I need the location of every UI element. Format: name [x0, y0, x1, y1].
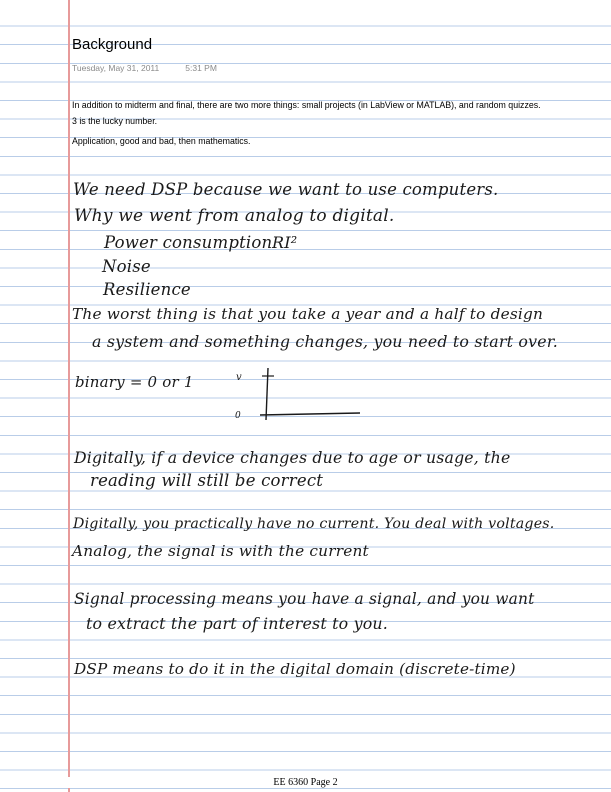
handwritten-line: DSP means to do it in the digital domain (discrete-time) — [74, 660, 516, 678]
sketch-label-0: 0 — [235, 411, 241, 421]
date-text: Tuesday, May 31, 2011 — [72, 63, 160, 73]
signal-level-sketch — [230, 366, 370, 426]
handwritten-line: Digitally, if a device changes due to age or usage, the — [74, 448, 511, 467]
handwritten-line: Why we went from analog to digital. — [74, 206, 395, 226]
handwritten-line: a system and something changes, you need to start over. — [92, 332, 558, 351]
margin-line — [68, 0, 70, 792]
handwritten-line: Analog, the signal is with the current — [72, 542, 369, 560]
sketch-label-v: v — [236, 372, 242, 383]
handwritten-line: We need DSP because we want to use computers. — [73, 180, 499, 199]
handwritten-line: The worst thing is that you take a year and a half to design — [72, 305, 544, 323]
handwritten-line: Noise — [102, 257, 151, 276]
timestamp — [72, 63, 217, 73]
handwritten-line: reading will still be correct — [90, 471, 324, 490]
handwritten-line: to extract the part of interest to you. — [86, 614, 389, 633]
handwritten-line: Resilience — [103, 280, 191, 299]
handwritten-line: Digitally, you practically have no current. You deal with voltages. — [73, 516, 555, 532]
handwritten-line: Signal processing means you have a signal, and you want — [74, 590, 535, 608]
sketch-horizontal-line — [260, 413, 360, 415]
time-text: 5:31 PM — [185, 63, 217, 73]
handwritten-line: RI² — [272, 233, 298, 252]
handwritten-line: Power consumption — [104, 233, 273, 252]
typed-paragraph-1: In addition to midterm and final, there are two more things: small projects (in LabView or MATLAB), and random quizzes. 3 is the lucky number. — [72, 100, 541, 126]
page-footer: EE 6360 Page 2 — [0, 777, 611, 788]
typed-paragraph-2: Application, good and bad, then mathematics. — [72, 136, 251, 146]
page-title: Background — [72, 36, 153, 53]
handwritten-line: binary = 0 or 1 — [75, 373, 194, 391]
